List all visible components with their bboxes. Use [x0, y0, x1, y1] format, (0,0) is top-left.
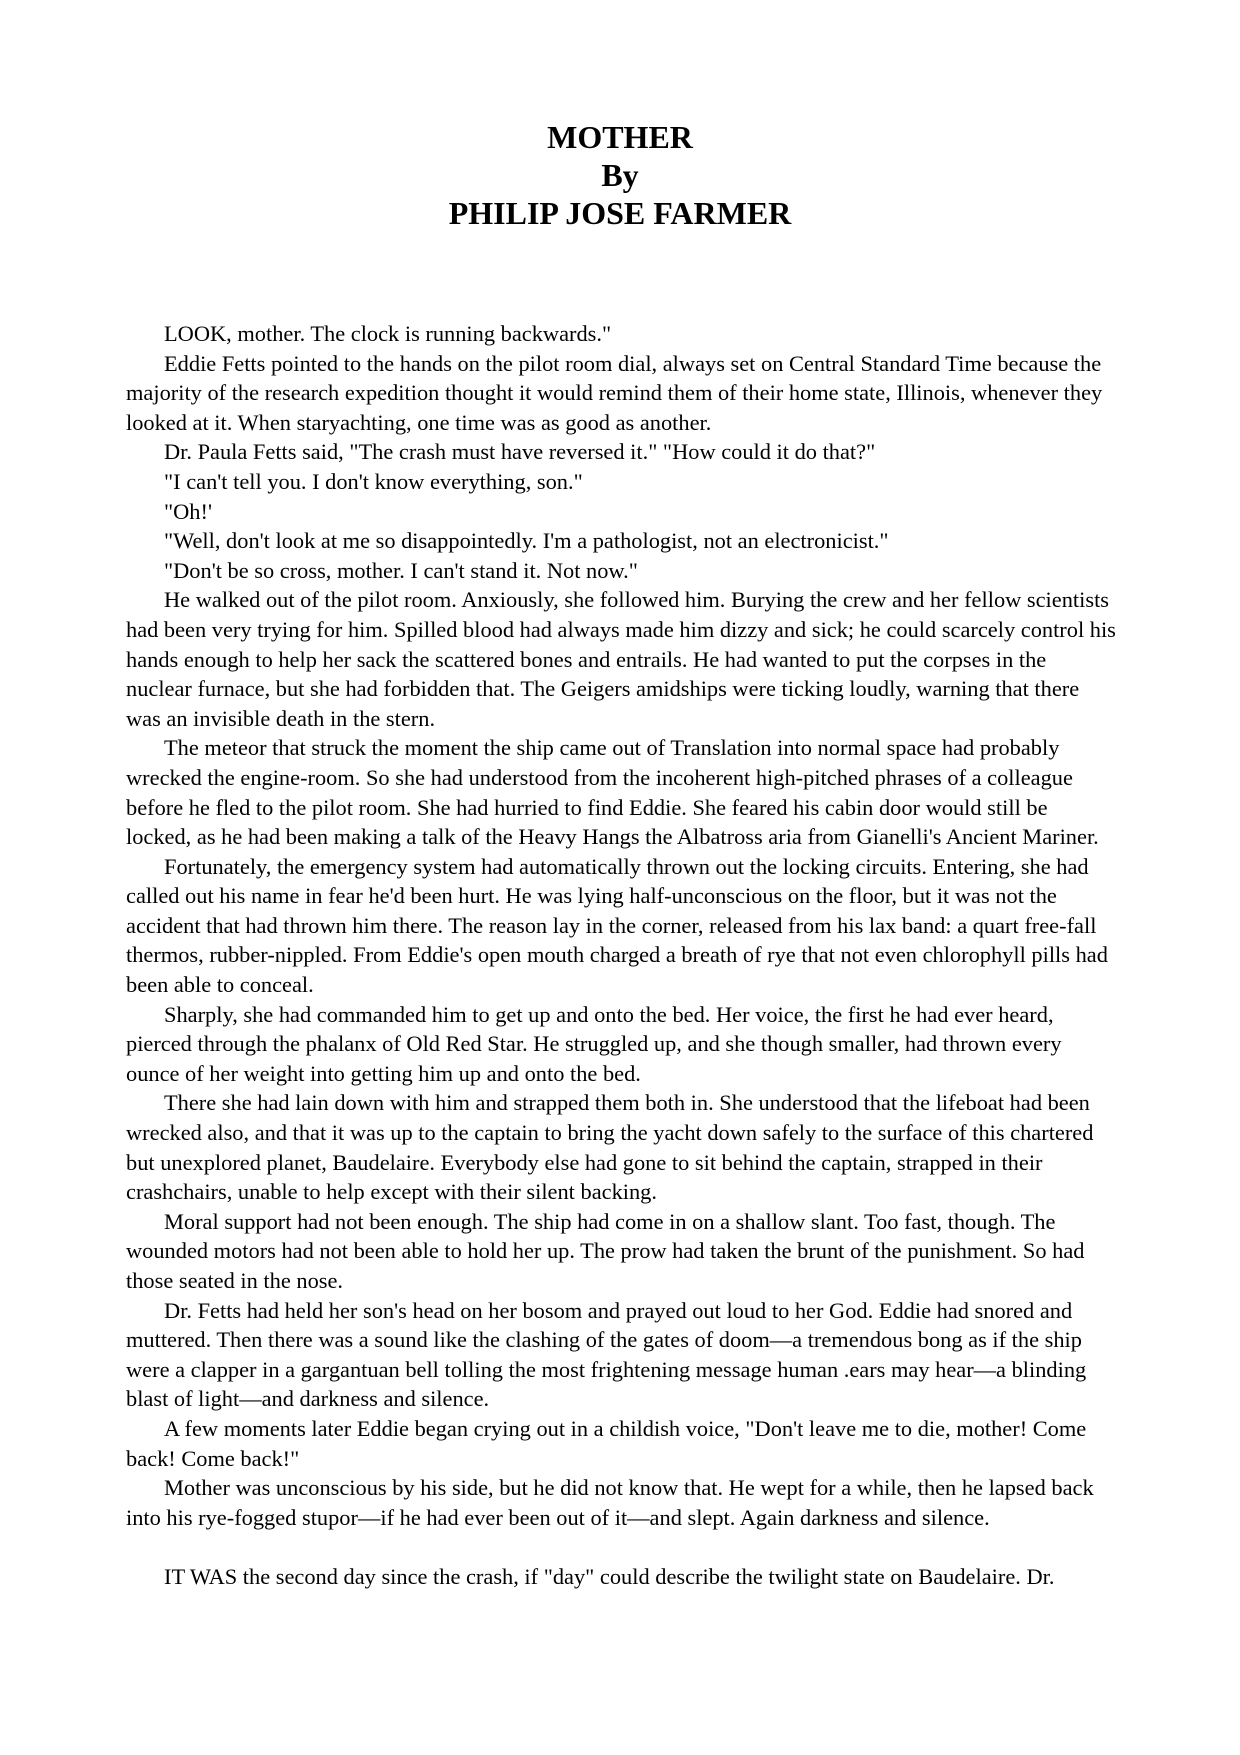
title-block — [0, 118, 1240, 232]
paragraph: A few moments later Eddie began crying out in a childish voice, "Don't leave me to die, mother! Come back! Come back!" — [126, 1415, 1087, 1471]
paragraph: "Well, don't look at me so disappointedly. I'm a pathologist, not an electronicist." — [164, 528, 889, 554]
paragraph: IT WAS the second day since the crash, if "day" could describe the twilight state on Baudelaire. Dr. — [164, 1563, 1055, 1589]
paragraph: Dr. Fetts had held her son's head on her bosom and prayed out loud to her God. Eddie had snored and muttered. Then there was a sound like the clashing of the gates of doom—a tremendous bong as if the ship were a clapper in a gargantuan bell tolling the most frightening message human .ears may hear—a blinding blast of light—and darkness and silence. — [126, 1297, 1087, 1412]
paragraph: LOOK, mother. The clock is running backwards." — [164, 321, 612, 346]
paragraph: The meteor that struck the moment the ship came out of Translation into normal space had probably wrecked the engine-room. So she had understood from the incoherent high-pitched phrases of a colleague before he fled to the pilot room. She had hurried to find Eddie. She feared his cabin door would still be locked, as he had been making a talk of the Heavy Hangs the Albatross aria from Gianelli's Ancient Mariner. — [126, 735, 1099, 850]
paragraph: Sharply, she had commanded him to get up and onto the bed. Her voice, the first he had ever heard, pierced through the phalanx of Old Red Star. He struggled up, and she though smaller, had thrown every ounce of her weight into getting him up and onto the bed. — [126, 1001, 1062, 1086]
paragraph: "Oh!' — [164, 498, 212, 524]
paragraph: Fortunately, the emergency system had automatically thrown out the locking circuits. Entering, she had called out his name in fear he'd been hurt. He was lying half-unconscious on the floor, but it was not the accident that had thrown him there. The reason lay in the corner, released from his lax band: a quart free-fall thermos, rubber-nippled. From Eddie's open mouth charged a breath of rye that not even chlorophyll pills had been able to conceal. — [126, 853, 1108, 998]
story-title: MOTHER — [547, 119, 693, 155]
paragraph: There she had lain down with him and strapped them both in. She understood that the lifeboat had been wrecked also, and that it was up to the captain to bring the yacht down safely to the surface of this chartered but unexplored planet, Baudelaire. Everybody else had gone to sit behind the captain, strapped in their crashchairs, unable to help except with their silent backing. — [126, 1090, 1094, 1205]
paragraph: Dr. Paula Fetts said, "The crash must have reversed it." "How could it do that?" — [164, 439, 876, 465]
paragraph: "I can't tell you. I don't know everything, son." — [164, 468, 583, 494]
story-body — [126, 319, 1116, 1592]
paragraph: He walked out of the pilot room. Anxiously, she followed him. Burying the crew and her fellow scientists had been very trying for him. Spilled blood had always made him dizzy and sick; he could scarcely control his hands enough to help her sack the scattered bones and entrails. He had wanted to put the corpses in the nuclear furnace, but she had forbidden that. The Geigers amidships were ticking loudly, warning that there was an invisible death in the stern. — [126, 587, 1116, 731]
paragraph: Mother was unconscious by his side, but he did not know that. He wept for a while, then he lapsed back into his rye-fogged stupor—if he had ever been out of it—and slept. Again darkness and silence. — [126, 1475, 1094, 1530]
paragraph: Eddie Fetts pointed to the hands on the pilot room dial, always set on Central Standard Time because the majority of the research expedition thought it would remind them of their home state, Illinois, whenever they looked at it. When staryachting, one time was as good as another. — [126, 350, 1103, 435]
paragraph: Moral support had not been enough. The ship had come in on a shallow slant. Too fast, though. The wounded motors had not been able to hold her up. The prow had taken the brunt of the punishment. So had those seated in the nose. — [126, 1208, 1085, 1293]
paragraph: "Don't be so cross, mother. I can't stand it. Not now." — [164, 557, 638, 583]
author-name: PHILIP JOSE FARMER — [448, 195, 792, 231]
byline: By — [601, 157, 639, 193]
